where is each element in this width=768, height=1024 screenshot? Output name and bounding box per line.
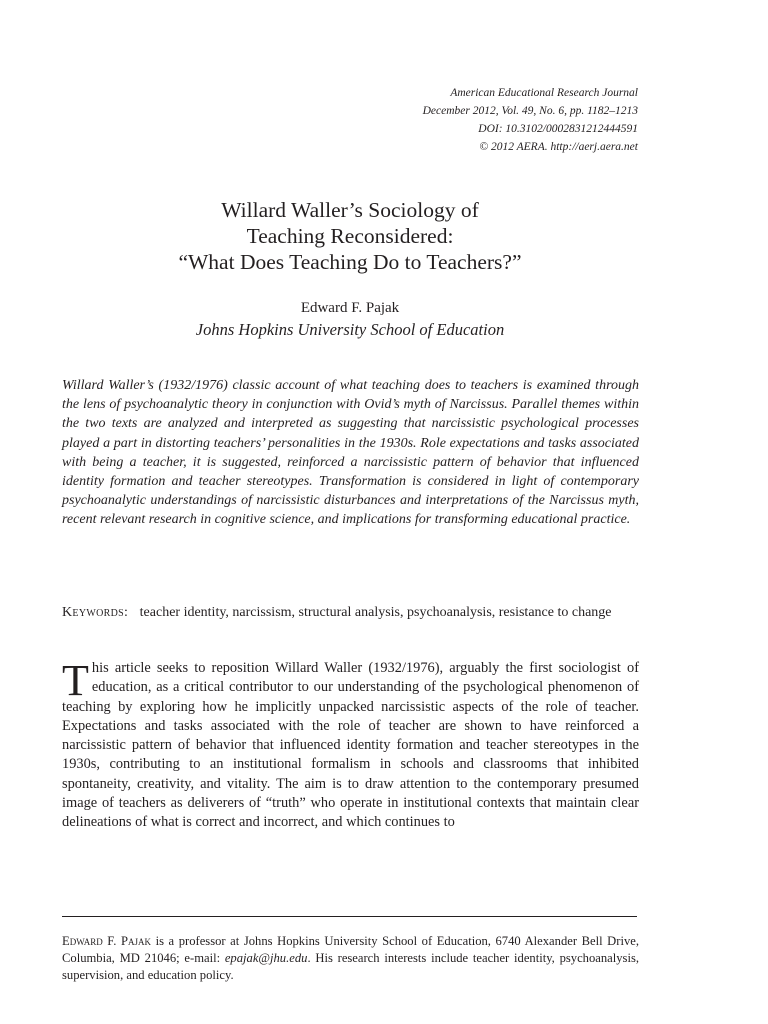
journal-doi: DOI: 10.3102/0002831212444591 xyxy=(478,123,638,135)
footnote-divider xyxy=(62,916,637,917)
author-footnote xyxy=(62,933,639,984)
body-paragraph xyxy=(62,656,639,833)
footnote-text-1: is a professor at Johns Hopkins University School of Education, 6740 Alexander Bell Drive, Columbia, MD 21046; e-mail: xyxy=(62,934,639,965)
drop-cap: T xyxy=(62,656,89,705)
footnote-text-2: . His research interests include teacher identity, psychoanalysis, supervision, and education policy. xyxy=(62,951,640,982)
footnote-author-name: Edward F. Pajak xyxy=(62,934,151,948)
abstract: Willard Waller’s (1932/1976) classic account of what teaching does to teachers is examined through the lens of psychoanalytic theory in conjunction with Ovid’s myth of Narcissus. Parallel themes within the two texts are analyzed and interpreted as suggesting that narcissistic psychological processes played a part in distorting teachers’ personalities in the 1930s. Role expectations and tasks associated with being a teacher, it is suggested, reinforced a narcissistic pattern of behavior that influenced identity formation and teacher stereotypes. Transformation is considered in light of contemporary psychoanalytic understandings of narcissistic disturbances and interpretations of the Narcissus myth, recent relevant research in cognitive science, and implications for transforming educational practice. xyxy=(62,378,639,528)
body-text: his article seeks to reposition Willard Waller (1932/1976), arguably the first sociologist of education, as a critical contributor to our understanding of the psychological phenomenon of teaching by exploring how he implicitly unpacked narcissistic aspects of the role of teacher. Expectations and tasks associated with the role of teacher are shown to have reinforced a narcissistic pattern of behavior that influenced identity formation and teacher stereotypes in the 1930s, contributing to an institutional formalism in schools and classrooms that inhibited spontaneity, creativity, and vitality. The aim is to draw attention to the contemporary presumed image of teachers as deliverers of “truth” who operate in institutional contexts that maintain clear delineations of what is correct and incorrect, and which continues to xyxy=(62,660,639,831)
keywords-label: Keywords: xyxy=(62,605,129,620)
article-title xyxy=(40,197,660,275)
title-line-1: Willard Waller’s Sociology of xyxy=(221,198,479,222)
journal-name: American Educational Research Journal xyxy=(450,87,638,99)
keywords-text: teacher identity, narcissism, structural analysis, psychoanalysis, resistance to change xyxy=(139,605,612,620)
journal-header xyxy=(218,84,638,156)
title-line-2: Teaching Reconsidered: xyxy=(246,224,454,248)
journal-issue: December 2012, Vol. 49, No. 6, pp. 1182–1213 xyxy=(422,105,638,117)
author-name: Edward F. Pajak xyxy=(300,300,400,316)
author-affiliation: Johns Hopkins University School of Education xyxy=(195,320,505,339)
footnote-email[interactable]: epajak@jhu.edu xyxy=(224,951,308,965)
journal-copyright: © 2012 AERA. http://aerj.aera.net xyxy=(479,141,638,153)
keywords xyxy=(62,603,639,622)
title-line-3: “What Does Teaching Do to Teachers?” xyxy=(178,250,522,274)
